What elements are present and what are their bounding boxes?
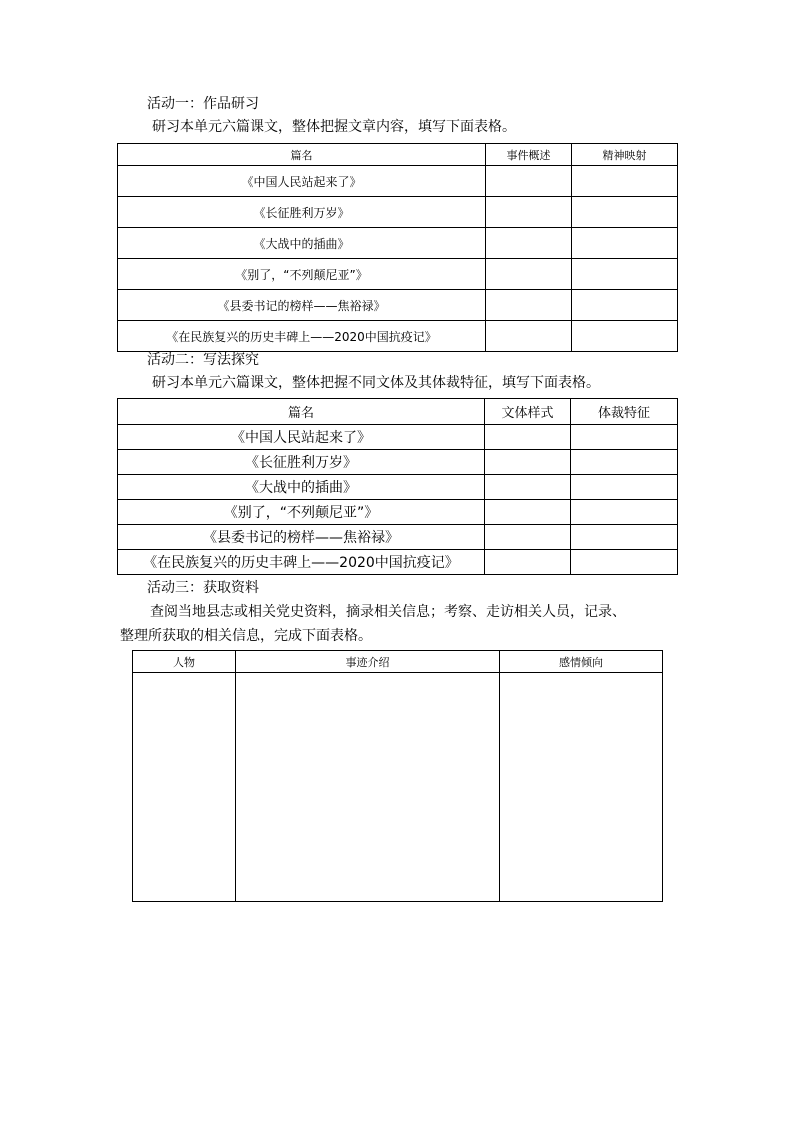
style-cell[interactable] (485, 500, 571, 525)
event-summary-cell[interactable] (486, 290, 572, 321)
event-summary-cell[interactable] (486, 228, 572, 259)
spirit-mapping-cell[interactable] (572, 259, 678, 290)
row-title: 《长征胜利万岁》 (118, 450, 485, 475)
row-title: 《县委书记的榜样——焦裕禄》 (118, 525, 485, 550)
style-cell[interactable] (485, 525, 571, 550)
table-row (118, 450, 678, 475)
table-row (118, 166, 678, 197)
activity2-heading: 活动二：写法探究 (147, 352, 259, 368)
table-header-row (133, 651, 663, 673)
activity1-table (117, 143, 678, 352)
row-title: 《中国人民站起来了》 (118, 166, 486, 197)
table-row (118, 475, 678, 500)
spirit-mapping-cell[interactable] (572, 321, 678, 352)
style-cell[interactable] (485, 450, 571, 475)
table-row (118, 550, 678, 575)
row-title: 《别了，“不列颠尼亚”》 (118, 259, 486, 290)
row-title: 《中国人民站起来了》 (118, 425, 485, 450)
table-row (118, 197, 678, 228)
header-title: 篇名 (118, 399, 485, 425)
person-cell[interactable] (133, 673, 236, 902)
event-summary-cell[interactable] (486, 321, 572, 352)
genre-features-cell[interactable] (571, 525, 678, 550)
header-person: 人物 (133, 651, 236, 673)
activity1-instruction: 研习本单元六篇课文，整体把握文章内容，填写下面表格。 (152, 119, 516, 135)
activity2-instruction: 研习本单元六篇课文，整体把握不同文体及其体裁特征，填写下面表格。 (152, 375, 600, 391)
table-row (118, 500, 678, 525)
activity3-instruction-line2: 整理所获取的相关信息，完成下面表格。 (120, 628, 372, 644)
activity3-table (132, 650, 663, 902)
header-style: 文体样式 (485, 399, 571, 425)
table-header-row (118, 399, 678, 425)
row-title: 《大战中的插曲》 (118, 228, 486, 259)
row-title: 《县委书记的榜样——焦裕禄》 (118, 290, 486, 321)
row-title: 《在民族复兴的历史丰碑上——2020中国抗疫记》 (118, 550, 485, 575)
spirit-mapping-cell[interactable] (572, 166, 678, 197)
genre-features-cell[interactable] (571, 425, 678, 450)
style-cell[interactable] (485, 475, 571, 500)
table-row (118, 228, 678, 259)
table-row (133, 673, 663, 902)
table-header-row (118, 144, 678, 166)
activity3-instruction-line1: 查阅当地县志或相关党史资料，摘录相关信息；考察、走访相关人员，记录、 (150, 604, 626, 620)
emotion-cell[interactable] (500, 673, 663, 902)
row-title: 《在民族复兴的历史丰碑上——2020中国抗疫记》 (118, 321, 486, 352)
header-spirit-mapping: 精神映射 (572, 144, 678, 166)
header-event-summary: 事件概述 (486, 144, 572, 166)
genre-features-cell[interactable] (571, 500, 678, 525)
spirit-mapping-cell[interactable] (572, 228, 678, 259)
header-deeds: 事迹介绍 (236, 651, 500, 673)
spirit-mapping-cell[interactable] (572, 290, 678, 321)
table-row (118, 259, 678, 290)
spirit-mapping-cell[interactable] (572, 197, 678, 228)
header-genre-features: 体裁特征 (571, 399, 678, 425)
table-row (118, 290, 678, 321)
row-title: 《大战中的插曲》 (118, 475, 485, 500)
activity3-heading: 活动三：获取资料 (147, 580, 259, 596)
row-title: 《别了，“不列颠尼亚”》 (118, 500, 485, 525)
activity2-table (117, 398, 678, 575)
table-row (118, 425, 678, 450)
genre-features-cell[interactable] (571, 475, 678, 500)
style-cell[interactable] (485, 550, 571, 575)
genre-features-cell[interactable] (571, 550, 678, 575)
table-row (118, 525, 678, 550)
event-summary-cell[interactable] (486, 197, 572, 228)
event-summary-cell[interactable] (486, 166, 572, 197)
deeds-cell[interactable] (236, 673, 500, 902)
header-emotion: 感情倾向 (500, 651, 663, 673)
genre-features-cell[interactable] (571, 450, 678, 475)
table-row (118, 321, 678, 352)
style-cell[interactable] (485, 425, 571, 450)
row-title: 《长征胜利万岁》 (118, 197, 486, 228)
header-title: 篇名 (118, 144, 486, 166)
event-summary-cell[interactable] (486, 259, 572, 290)
activity1-heading: 活动一：作品研习 (147, 96, 259, 112)
